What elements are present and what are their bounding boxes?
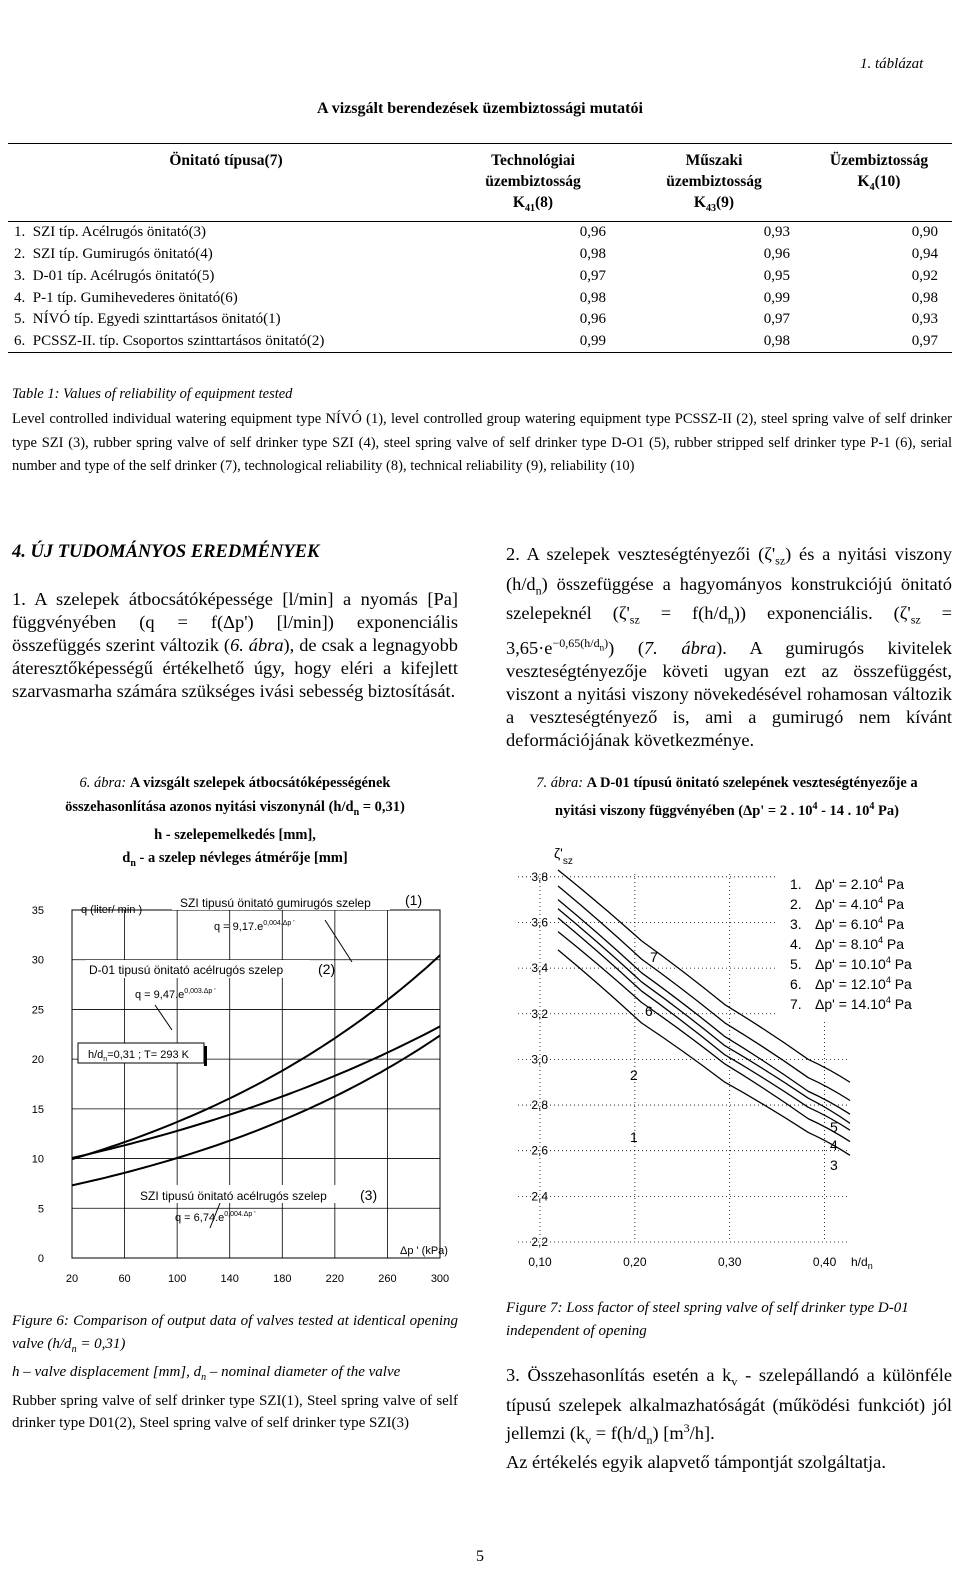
section-heading: 4. ÚJ TUDOMÁNYOS EREDMÉNYEK	[12, 542, 320, 562]
fig7-caption: Figure 7: Loss factor of steel spring valve of self drinker type D-01 independent of opening	[506, 1300, 909, 1339]
fig6-caption: Figure 6: Comparison of output data of valves tested at identical opening valve $(h/d_n = 0,31)$ h – valve displacement [mm], $d_n$ – nominal diameter of the valve Rubber spring valve of self drinker type SZI(1), Steel spring valve of self drinker type D01(2), Steel spring valve of self drinker type SZI(3)	[12, 1313, 458, 1431]
fig7-curve-label: 3	[830, 1157, 838, 1173]
fig6-ytick: 35	[31, 905, 44, 917]
fig7-ytick: 3,4	[531, 961, 548, 976]
fig7-curve-label: 6	[645, 1003, 653, 1019]
fig6-ytick: 10	[31, 1153, 44, 1166]
fig6-ytick: 20	[31, 1054, 44, 1067]
paragraph-1: 1. A szelepek átbocsátóképessége [l/min] a nyomás [Pa] függvényében (q = f(Δp') [l/min]) exponenciális összefüggés szerint változik (6. ábra), de csak a legnagyobb áteresztőképességű értékelhető úgy, hogy eléri a kifejlett szarvasmarha számára szükséges ivási sebesség biztosítását.	[12, 589, 459, 701]
fig6-xtick: 60	[118, 1273, 131, 1285]
fig7-legend-item: $\Delta p' = 8.10^4$ Pa	[815, 935, 905, 952]
fig7-legend-num: 2.	[790, 896, 802, 912]
reliability-table	[8, 143, 952, 353]
fig7-curve-label: 1	[630, 1129, 638, 1145]
fig6-condition-shadow	[204, 1046, 207, 1066]
fig7-legend-num: 4.	[790, 936, 802, 952]
fig6-series1-name: SZI tipusú önitató gumirugós szelep	[180, 896, 371, 910]
fig6-series3-formula: $q = 6,74.e^{0,004.\Delta p '}$	[175, 1211, 256, 1224]
fig7-legend-item: $\Delta p' = 2.10^4$ Pa	[815, 875, 905, 892]
fig6-xtick: 140	[220, 1273, 239, 1285]
table-row: 4. P-1 típ. Gumihevederes önitató(6) 0,98 0,99 0,98	[14, 289, 938, 306]
fig7-legend-num: 6.	[790, 976, 802, 992]
fig6-xtick: 100	[167, 1273, 187, 1285]
fig7-xlabel: $h/d_n$	[851, 1255, 873, 1271]
fig6-xtick: 300	[430, 1273, 450, 1285]
fig7-ytick: 2,2	[531, 1235, 548, 1249]
fig6-series3-ref: (3)	[360, 1187, 378, 1203]
fig6-condition-label: $h/d_n=0,31$ ; T= 293 K	[88, 1049, 189, 1063]
table-row: 6. PCSSZ-II. típ. Csoportos szinttartásos önitató(2) 0,99 0,98 0,97	[8, 331, 952, 353]
fig7-ylabel: $\zeta'_{sz}$	[554, 845, 573, 867]
fig7-xtick: 0,40	[812, 1255, 837, 1269]
fig7-legend-item: $\Delta p' = 6.10^4$ Pa	[815, 915, 905, 932]
table-row: 5. NÍVÓ típ. Egyedi szinttartásos önitató(1) 0,96 0,97 0,93	[14, 311, 938, 328]
fig6-ytick: 0	[37, 1253, 44, 1265]
fig6-ytick: 30	[31, 954, 44, 967]
fig7-legend-item: $\Delta p' = 12.10^4$ Pa	[815, 975, 912, 992]
paragraph-2: 2. A szelepek veszteségtényezői $(\zeta'_{sz})$ és a nyitási viszony $(h/d_n)$ összefüggése a hagyományos konstrukciójú önitató szelepeknél $(\zeta'_{sz} = f(h/d_n))$ exponenciális. $(\zeta'_{sz} = 3,65\cdot e^{-0,65(h/d_n)})$ (7. ábra). A gumirugós kivitelek veszteségtényezője követi ugyan ezt az összefüggést, viszont a nyitási viszony növekedésével rohamosan változik a veszteségtényező is, ami a gumirugó nem kívánt deformációjának következménye.	[506, 544, 952, 751]
fig7-curve-label: 5	[830, 1119, 838, 1135]
table-caption-en: Table 1: Values of reliability of equipment tested	[12, 386, 293, 402]
fig7-curve-label: 4	[830, 1137, 838, 1153]
fig6-ytick: 25	[31, 1004, 44, 1017]
fig7-xtick: 0,10	[528, 1255, 552, 1269]
fig7-legend-num: 3.	[790, 916, 802, 932]
fig6-series3-name: SZI tipusú önitató acélrugós szelep	[140, 1189, 327, 1203]
header-k43: Műszaki üzembiztosság $K_{43}(9)$	[622, 144, 806, 222]
fig7-legend-num: 5.	[790, 956, 802, 972]
fig7-curve-label: 2	[630, 1067, 638, 1083]
fig7-legend-num: 1.	[790, 876, 802, 892]
fig7-xtick: 0,30	[718, 1255, 742, 1269]
header-k4: Üzembiztosság $K_4(10)$	[806, 144, 952, 222]
fig6-chart	[0, 880, 470, 1292]
fig7-curve-label: 7	[650, 949, 658, 965]
fig6-xtick: 220	[325, 1273, 345, 1285]
fig6-xtick: 180	[273, 1273, 292, 1285]
table-row: 3. D-01 típ. Acélrugós önitató(5) 0,97 0,95 0,92	[14, 267, 938, 284]
fig6-leader-1	[325, 920, 352, 962]
table-label: 1. táblázat	[860, 56, 924, 72]
fig6-ylabel: q (liter/ min )	[81, 904, 143, 916]
header-type: Önitató típusa(7)	[8, 144, 444, 222]
fig7-chart	[490, 840, 960, 1280]
fig7-legend-item: $\Delta p' = 14.10^4$ Pa	[815, 995, 912, 1012]
fig6-title: 6. ábra: A vizsgált szelepek átbocsátóképességének összehasonlítása azonos nyitási viszonynál $(h/d_n = 0,31)$ h - szelepemelkedés [mm], $d_n$ - a szelep névleges átmérője [mm]	[65, 775, 405, 870]
fig6-leader-2	[155, 1005, 172, 1030]
fig7-ytick: 3,0	[531, 1052, 548, 1067]
fig6-series1-formula: $q = 9,17.e^{0,004.\Delta p '}$	[214, 920, 295, 933]
page-number: 5	[476, 1548, 484, 1565]
fig6-xlabel: Δp ' (kPa)	[400, 1245, 448, 1257]
header-k41: Technológiai üzembiztosság $K_{41}(8)$	[444, 144, 622, 222]
fig7-ytick: 3,2	[531, 1006, 548, 1021]
table-row: 2. SZI típ. Gumirugós önitató(4) 0,98 0,96 0,94	[14, 246, 938, 263]
fig7-ytick: 3,6	[531, 915, 548, 930]
table-header-row	[8, 144, 952, 222]
fig7-legend-item: $\Delta p' = 10.10^4$ Pa	[815, 955, 912, 972]
fig7-ytick: 2,6	[531, 1143, 548, 1158]
fig7-ytick: 2,4	[531, 1189, 548, 1204]
fig6-xtick: 20	[65, 1273, 79, 1285]
fig6-series1-ref: (1)	[405, 892, 423, 908]
fig7-legend-num: 7.	[790, 996, 802, 1012]
fig7-xtick: 0,20	[623, 1255, 647, 1269]
fig6-series2-name: D-01 tipusú önitató acélrugós szelep	[89, 963, 284, 977]
fig7-ytick: 3,8	[531, 869, 548, 884]
fig7-legend	[776, 870, 944, 1020]
fig6-series2-ref: (2)	[318, 961, 336, 977]
fig7-ytick: 2,8	[531, 1098, 548, 1113]
paragraph-3: 3. Összehasonlítás esetén a $k_v$ - szelepállandó a különféle típusú szelepek alkalmazhatóságát (működési funkciót) jól jellemzi ($k_v = f(h/d_n)$ $[m^3/h]$. Az értékelés egyik alapvető támpontját szolgáltatja.	[506, 1365, 952, 1473]
table-legend-en: Level controlled individual watering equipment type NÍVÓ (1), level controlled group watering equipment type PCSSZ-II (2), steel spring valve of self drinker type SZI (3), rubber spring valve of self drinker type SZI (4), steel spring valve of self drinker type D-O1 (5), rubber stripped self drinker type P-1 (6), serial number and type of the self drinker (7), technological reliability (8), technical reliability (9), reliability (10)	[12, 411, 952, 474]
fig7-legend-item: $\Delta p' = 4.10^4$ Pa	[815, 895, 905, 912]
fig6-xtick: 260	[378, 1273, 397, 1285]
fig6-ytick: 15	[31, 1103, 44, 1116]
table-row: 1. SZI típ. Acélrugós önitató(3) 0,96 0,93 0,90	[14, 224, 938, 241]
table-title: A vizsgált berendezések üzembiztossági mutatói	[317, 100, 643, 117]
fig7-title: 7. ábra: A D-01 típusú önitató szelepének veszteségtényezője a nyitási viszony függvényében (Δp' = 2 . $10^4 - 14$ . $10^4$ Pa)	[536, 775, 918, 820]
fig6-ytick: 5	[37, 1203, 44, 1216]
fig6-series2-formula: $q = 9,47.e^{0,003.\Delta p '}$	[135, 988, 216, 1001]
